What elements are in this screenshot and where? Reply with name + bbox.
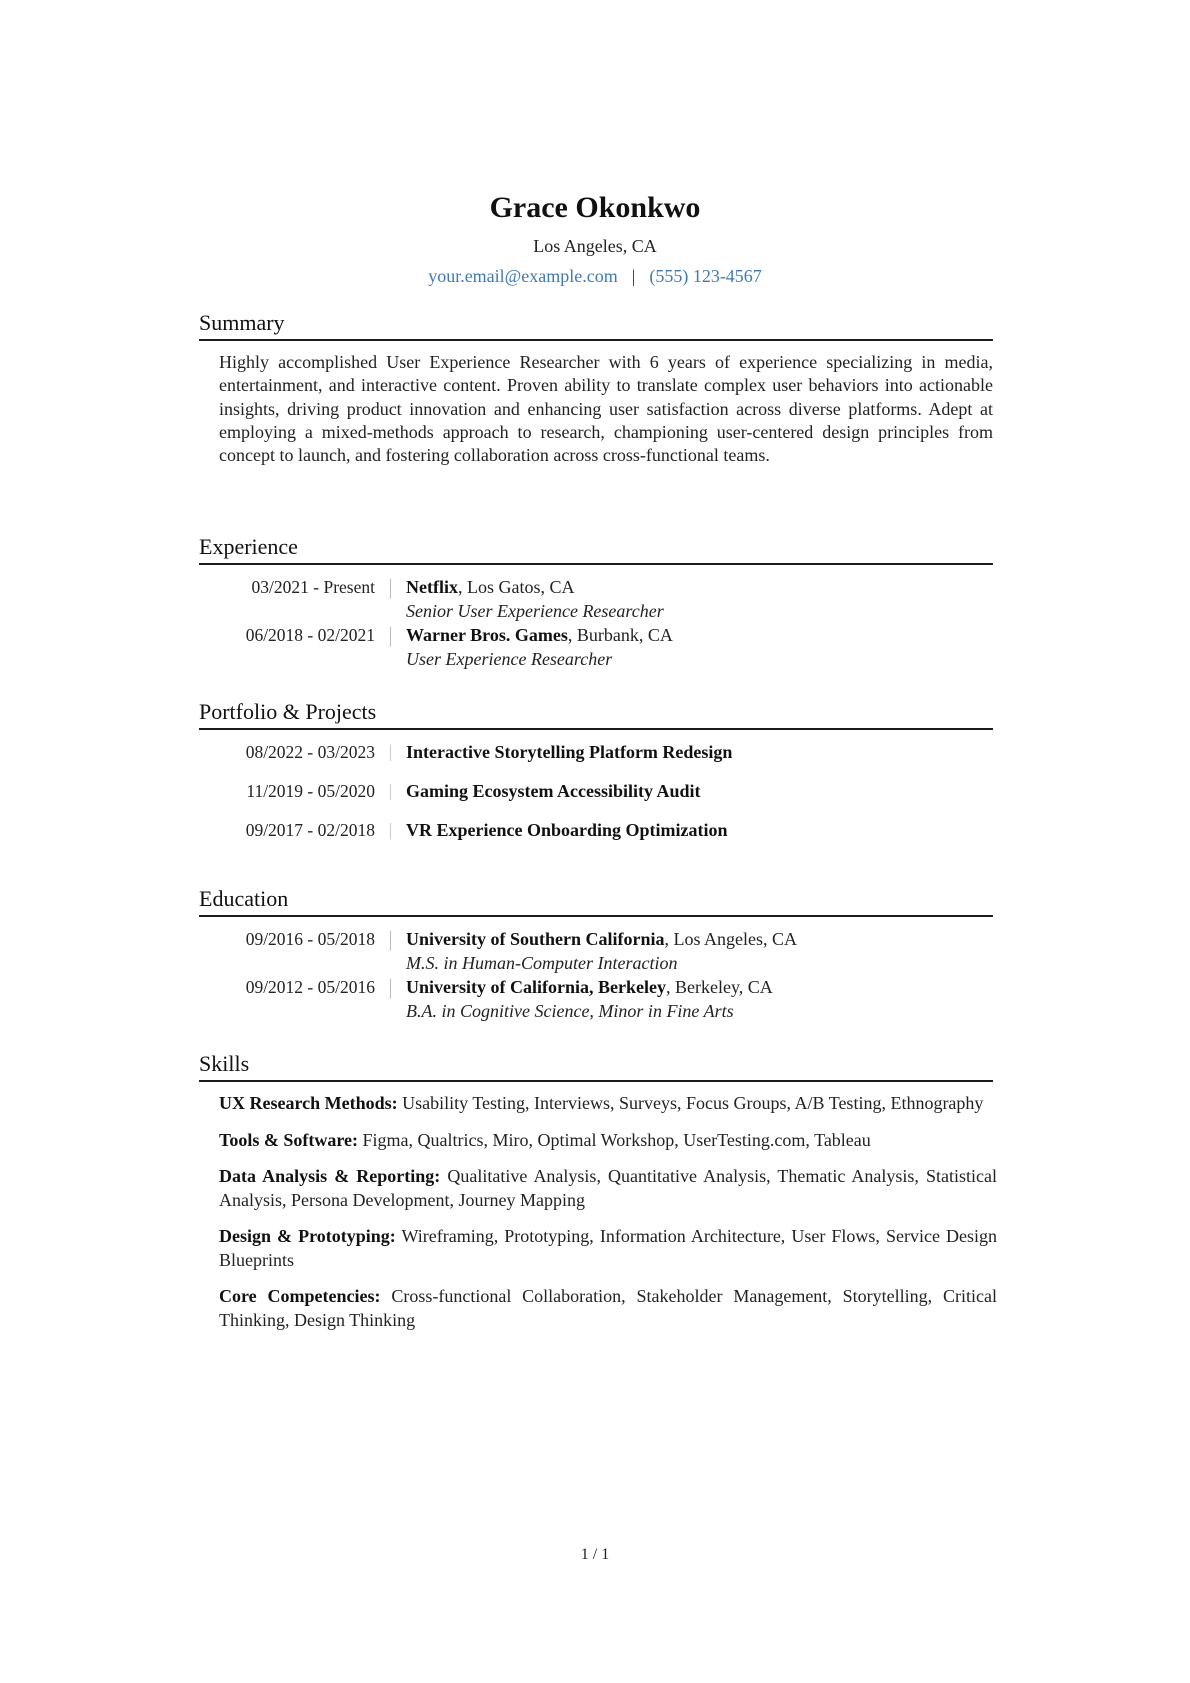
- entry-organization: Warner Bros. Games: [406, 625, 568, 645]
- section-title-projects: Portfolio & Projects: [199, 698, 993, 730]
- skill-label: Core Competencies:: [219, 1286, 381, 1306]
- section-title-experience: Experience: [199, 533, 993, 565]
- experience-section: [199, 533, 993, 671]
- entry-divider: [390, 579, 391, 599]
- education-entry: [199, 975, 993, 1023]
- entry-degree: M.S. in Human-Computer Interaction: [406, 953, 678, 973]
- contact-line: [0, 264, 1190, 288]
- skill-item: [219, 1285, 997, 1332]
- entry-date: 03/2021 - Present: [251, 577, 375, 597]
- entry-date: 09/2016 - 05/2018: [245, 929, 375, 949]
- entry-institution: University of California, Berkeley: [406, 977, 666, 997]
- candidate-location: Los Angeles, CA: [533, 236, 657, 256]
- experience-entry: [199, 623, 993, 671]
- entry-date: 09/2012 - 05/2016: [245, 977, 375, 997]
- project-entry: [199, 779, 993, 803]
- entry-divider: [390, 979, 391, 999]
- skill-value: Usability Testing, Interviews, Surveys, Focus Groups, A/B Testing, Ethnography: [397, 1093, 984, 1113]
- projects-list: [199, 740, 993, 842]
- summary-section: [199, 309, 993, 467]
- education-list: [199, 927, 993, 1023]
- entry-institution: University of Southern California: [406, 929, 665, 949]
- entry-divider: [390, 784, 391, 800]
- resume-header: [0, 190, 1190, 288]
- entry-divider: [390, 627, 391, 647]
- entry-role: Senior User Experience Researcher: [406, 601, 664, 621]
- entry-location: , Berkeley, CA: [665, 977, 773, 997]
- skill-label: Tools & Software:: [219, 1129, 358, 1150]
- projects-section: [199, 698, 993, 857]
- entry-date: 11/2019 - 05/2020: [246, 781, 375, 801]
- entry-body: [406, 575, 664, 623]
- phone-link[interactable]: (555) 123-4567: [649, 266, 762, 286]
- project-name: VR Experience Onboarding Optimization: [406, 820, 728, 840]
- entry-degree: B.A. in Cognitive Science, Minor in Fine Arts: [406, 1001, 734, 1021]
- skill-label: UX Research Methods:: [219, 1093, 398, 1113]
- entry-location: , Los Gatos, CA: [457, 577, 575, 597]
- section-title-summary: Summary: [199, 309, 993, 341]
- email-link[interactable]: your.email@example.com: [428, 266, 618, 286]
- project-entry: [199, 740, 993, 764]
- skills-section: [199, 1050, 997, 1345]
- skill-value: Qualitative Analysis, Quantitative Analysis, Thematic Analysis, Statistical Analysis, Persona Development, Journey Mapping: [219, 1166, 997, 1210]
- skill-value: Cross-functional Collaboration, Stakeholder Management, Storytelling, Critical Thinking, Design Thinking: [219, 1286, 997, 1330]
- entry-date: 08/2022 - 03/2023: [245, 742, 375, 762]
- section-title-skills: Skills: [199, 1050, 993, 1082]
- entry-location: , Burbank, CA: [567, 625, 673, 645]
- summary-text: Highly accomplished User Experience Researcher with 6 years of experience specializing in media, entertainment, and interactive content. Proven ability to translate complex user behaviors into actionable insights, driving product innovation and enhancing user satisfaction across diverse platforms. Adept at employing a mixed-methods approach to research, championing user-centered design principles from concept to launch, and fostering collaboration across cross-functional teams.: [219, 352, 993, 466]
- skill-value: Figma, Qualtrics, Miro, Optimal Workshop, UserTesting.com, Tableau: [358, 1129, 871, 1150]
- entry-date: 06/2018 - 02/2021: [245, 625, 375, 645]
- entry-divider: [390, 823, 391, 839]
- entry-divider: [390, 931, 391, 951]
- candidate-name: Grace Okonkwo: [489, 191, 701, 224]
- skill-item: [219, 1129, 997, 1153]
- entry-body: [406, 975, 773, 1023]
- education-entry: [199, 927, 993, 975]
- skill-item: [219, 1225, 997, 1272]
- experience-entry: [199, 575, 993, 623]
- section-title-education: Education: [199, 885, 993, 917]
- entry-divider: [390, 745, 391, 761]
- entry-date: 09/2017 - 02/2018: [245, 820, 375, 840]
- project-entry: [199, 818, 993, 842]
- skill-label: Data Analysis & Reporting:: [219, 1166, 441, 1186]
- entry-body: [406, 623, 673, 671]
- entry-organization: Netflix: [406, 577, 458, 597]
- skill-item: [219, 1165, 997, 1212]
- skills-list: [219, 1092, 997, 1332]
- entry-location: , Los Angeles, CA: [664, 929, 797, 949]
- contact-separator: |: [631, 266, 636, 286]
- skill-item: [219, 1092, 997, 1116]
- entry-body: [406, 927, 797, 975]
- experience-list: [199, 575, 993, 671]
- education-section: [199, 885, 993, 1023]
- project-name: Interactive Storytelling Platform Redesign: [406, 742, 733, 762]
- project-name: Gaming Ecosystem Accessibility Audit: [406, 781, 701, 801]
- skill-label: Design & Prototyping:: [219, 1226, 396, 1246]
- page-indicator: 1 / 1: [580, 1546, 610, 1563]
- entry-role: User Experience Researcher: [406, 649, 613, 669]
- skill-value: Wireframing, Prototyping, Information Architecture, User Flows, Service Design Blueprints: [219, 1226, 997, 1270]
